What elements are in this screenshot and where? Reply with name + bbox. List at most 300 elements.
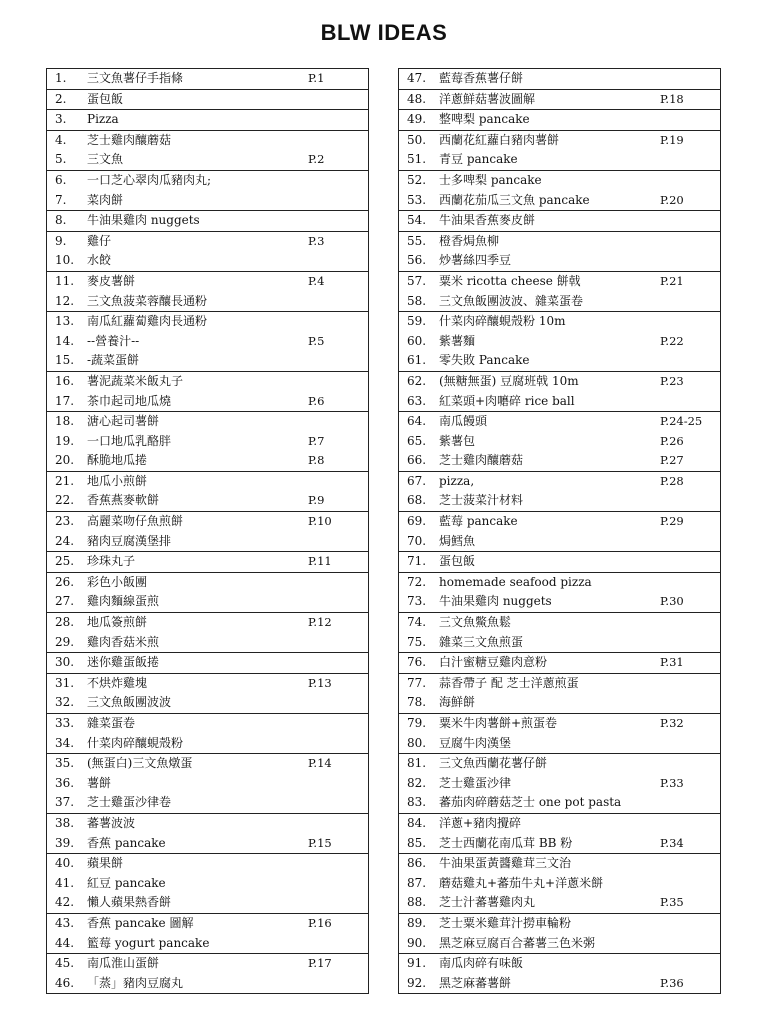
recipe-group — [399, 753, 720, 813]
recipe-row — [47, 613, 368, 633]
recipe-number: 85. — [407, 835, 427, 850]
recipe-row — [47, 412, 368, 432]
recipe-row — [399, 312, 720, 332]
recipe-row — [47, 814, 368, 834]
recipe-row — [399, 412, 720, 432]
recipe-row — [47, 110, 368, 130]
recipe-list-left — [46, 68, 369, 994]
recipe-name: 牛油果香蕉麥皮餅 — [439, 213, 536, 228]
recipe-row — [47, 272, 368, 292]
recipe-name: 蕃薯波波 — [87, 815, 136, 830]
recipe-number: 4. — [55, 132, 67, 147]
recipe-row — [399, 232, 720, 252]
recipe-group — [47, 673, 368, 713]
recipe-row — [399, 491, 720, 511]
recipe-number: 80. — [407, 735, 427, 750]
recipe-page: P.19 — [660, 132, 684, 147]
recipe-group — [399, 231, 720, 271]
recipe-page: P.3 — [308, 233, 325, 248]
recipe-name: 紫薯麵 — [439, 333, 476, 348]
recipe-number: 39. — [55, 835, 75, 850]
recipe-number: 17. — [55, 393, 75, 408]
recipe-number: 71. — [407, 554, 427, 569]
recipe-name: 蘋果餅 — [87, 856, 124, 871]
recipe-page: P.18 — [660, 91, 684, 106]
recipe-row — [399, 914, 720, 934]
recipe-group — [47, 753, 368, 813]
recipe-number: 73. — [407, 594, 427, 609]
recipe-number: 87. — [407, 875, 427, 890]
recipe-number: 12. — [55, 293, 75, 308]
recipe-row — [47, 914, 368, 934]
recipe-row — [399, 392, 720, 412]
recipe-row — [399, 592, 720, 612]
recipe-name: 紅菜頭+肉嚰碎 rice ball — [439, 393, 575, 408]
recipe-group — [399, 210, 720, 231]
recipe-number: 53. — [407, 192, 427, 207]
recipe-number: 82. — [407, 775, 427, 790]
recipe-row — [47, 432, 368, 452]
recipe-number: 42. — [55, 895, 75, 910]
recipe-number: 28. — [55, 615, 75, 630]
recipe-page: P.10 — [308, 514, 332, 529]
recipe-name: 西蘭花紅蘿白豬肉薯餅 — [439, 132, 560, 147]
recipe-name: 整啤梨 pancake — [439, 112, 530, 127]
recipe-name: 三文魚鱉魚鬆 — [439, 615, 512, 630]
recipe-name: 芝士雞蛋沙律 — [439, 775, 512, 790]
recipe-number: 5. — [55, 152, 67, 167]
recipe-number: 27. — [55, 594, 75, 609]
recipe-row — [47, 312, 368, 332]
recipe-number: 58. — [407, 293, 427, 308]
recipe-row — [399, 793, 720, 813]
recipe-page: P.35 — [660, 895, 684, 910]
recipe-group — [47, 471, 368, 511]
recipe-number: 90. — [407, 935, 427, 950]
recipe-name: 洋蔥+豬肉攪碎 — [439, 815, 522, 830]
recipe-name: 一口芝心翠肉瓜豬肉丸; — [87, 172, 212, 187]
recipe-page: P.22 — [660, 333, 684, 348]
recipe-page: P.23 — [660, 373, 684, 388]
recipe-number: 89. — [407, 915, 427, 930]
recipe-row — [399, 69, 720, 89]
recipe-number: 38. — [55, 815, 75, 830]
recipe-list-right — [398, 68, 721, 994]
recipe-number: 37. — [55, 795, 75, 810]
recipe-number: 91. — [407, 956, 427, 971]
recipe-number: 26. — [55, 574, 75, 589]
recipe-row — [47, 592, 368, 612]
recipe-group — [47, 411, 368, 471]
recipe-name: 藍莓香蕉薯仔餅 — [439, 71, 524, 85]
recipe-row — [399, 693, 720, 713]
recipe-number: 57. — [407, 273, 427, 288]
recipe-number: 52. — [407, 172, 427, 187]
recipe-group — [47, 311, 368, 371]
recipe-name: 雜菜三文魚煎蛋 — [439, 634, 524, 649]
recipe-number: 3. — [55, 112, 67, 127]
recipe-name: 不烘炸雞塊 — [87, 675, 148, 690]
recipe-page: P.17 — [308, 956, 332, 971]
recipe-name: 蒜香帶子 配 芝士洋蔥煎蛋 — [439, 675, 579, 690]
recipe-row — [47, 451, 368, 471]
recipe-row — [399, 90, 720, 110]
recipe-group — [47, 551, 368, 572]
recipe-number: 20. — [55, 453, 75, 468]
recipe-number: 36. — [55, 775, 75, 790]
recipe-row — [47, 372, 368, 392]
recipe-name: 蕃茄肉碎蘑菇芝士 one pot pasta — [439, 795, 622, 810]
recipe-number: 59. — [407, 314, 427, 329]
recipe-name: 珍珠丸子 — [87, 554, 136, 569]
recipe-page: P.29 — [660, 514, 684, 529]
recipe-group — [47, 652, 368, 673]
recipe-row — [47, 392, 368, 412]
recipe-number: 60. — [407, 333, 427, 348]
recipe-name: (無糖無蛋) 豆腐班戟 10m — [439, 373, 579, 388]
recipe-row — [47, 69, 368, 89]
recipe-row — [399, 734, 720, 754]
recipe-number: 74. — [407, 615, 427, 630]
recipe-name: 芝士菠菜汁材料 — [439, 493, 524, 508]
recipe-page: P.5 — [308, 333, 325, 348]
recipe-row — [47, 171, 368, 191]
recipe-group — [47, 89, 368, 110]
recipe-group — [47, 231, 368, 271]
recipe-row — [47, 734, 368, 754]
recipe-number: 67. — [407, 473, 427, 488]
recipe-row — [399, 954, 720, 974]
recipe-name: 三文魚 — [87, 152, 124, 167]
recipe-number: 81. — [407, 756, 427, 771]
recipe-number: 1. — [55, 71, 67, 85]
recipe-page: P.15 — [308, 835, 332, 850]
recipe-page: P.26 — [660, 433, 684, 448]
recipe-page: P.12 — [308, 615, 332, 630]
recipe-row — [399, 653, 720, 673]
recipe-number: 61. — [407, 353, 427, 368]
recipe-number: 35. — [55, 756, 75, 771]
recipe-page: P.14 — [308, 756, 332, 771]
recipe-group — [399, 511, 720, 551]
recipe-row — [399, 372, 720, 392]
recipe-group — [47, 69, 368, 89]
recipe-name: 三文魚西蘭花薯仔餅 — [439, 756, 548, 771]
recipe-group — [399, 572, 720, 612]
recipe-name: 紅豆 pancake — [87, 875, 166, 890]
recipe-page: P.7 — [308, 433, 325, 448]
recipe-number: 51. — [407, 152, 427, 167]
recipe-row — [399, 191, 720, 211]
recipe-name: 牛油果雞肉 nuggets — [439, 594, 552, 609]
recipe-row — [399, 674, 720, 694]
recipe-number: 56. — [407, 253, 427, 268]
recipe-number: 86. — [407, 856, 427, 871]
recipe-group — [47, 511, 368, 551]
recipe-name: 橙香焗魚柳 — [439, 233, 500, 248]
recipe-name: 焗鱈魚 — [439, 533, 476, 548]
recipe-number: 66. — [407, 453, 427, 468]
recipe-row — [399, 754, 720, 774]
recipe-name: 三文魚菠菜蓉釀長通粉 — [87, 293, 208, 308]
recipe-row — [399, 814, 720, 834]
recipe-name: 粟米 ricotta cheese 餅戟 — [439, 273, 581, 288]
recipe-group — [399, 109, 720, 130]
recipe-row — [399, 332, 720, 352]
recipe-number: 48. — [407, 91, 427, 106]
recipe-row — [399, 251, 720, 271]
recipe-number: 76. — [407, 655, 427, 670]
recipe-group — [399, 551, 720, 572]
recipe-number: 54. — [407, 213, 427, 228]
recipe-number: 33. — [55, 716, 75, 730]
recipe-row — [399, 131, 720, 151]
recipe-name: pizza, — [439, 473, 475, 488]
recipe-name: 牛油果蛋黃醬雞茸三文治 — [439, 856, 572, 871]
recipe-group — [47, 210, 368, 231]
recipe-page: P.27 — [660, 453, 684, 468]
recipe-name: 香蕉燕麥軟餅 — [87, 493, 160, 508]
recipe-row — [399, 110, 720, 130]
recipe-page: P.32 — [660, 716, 684, 730]
recipe-row — [47, 893, 368, 913]
recipe-row — [47, 211, 368, 231]
recipe-page: P.34 — [660, 835, 684, 850]
recipe-name: 香蕉 pancake 圖解 — [87, 915, 194, 930]
recipe-page: P.4 — [308, 273, 325, 288]
recipe-number: 62. — [407, 373, 427, 388]
recipe-row — [47, 292, 368, 312]
recipe-name: 藍莓 pancake — [439, 514, 518, 529]
recipe-group — [47, 130, 368, 170]
recipe-number: 55. — [407, 233, 427, 248]
recipe-row — [47, 150, 368, 170]
recipe-name: 黑芝麻豆腐百合蕃薯三色米粥 — [439, 935, 596, 950]
recipe-number: 83. — [407, 795, 427, 810]
recipe-row — [399, 292, 720, 312]
recipe-number: 50. — [407, 132, 427, 147]
recipe-name: 黑芝麻蕃薯餅 — [439, 975, 512, 990]
recipe-row — [47, 954, 368, 974]
recipe-name: (無蛋白)三文魚燉蛋 — [87, 756, 193, 771]
recipe-number: 77. — [407, 675, 427, 690]
recipe-group — [47, 371, 368, 411]
recipe-page: P.24-25 — [660, 414, 703, 429]
recipe-number: 18. — [55, 414, 75, 429]
recipe-row — [399, 512, 720, 532]
recipe-row — [47, 633, 368, 653]
recipe-name: 零失敗 Pancake — [439, 353, 530, 368]
recipe-row — [399, 893, 720, 913]
recipe-row — [47, 512, 368, 532]
recipe-name: 豆腐牛肉漢堡 — [439, 735, 512, 750]
recipe-number: 72. — [407, 574, 427, 589]
recipe-row — [47, 552, 368, 572]
recipe-number: 13. — [55, 314, 75, 329]
recipe-name: 地瓜簽煎餅 — [87, 615, 148, 630]
recipe-group — [399, 271, 720, 311]
recipe-group — [399, 713, 720, 753]
recipe-name: 士多啤梨 pancake — [439, 172, 542, 187]
recipe-row — [47, 472, 368, 492]
recipe-row — [399, 974, 720, 994]
recipe-group — [399, 411, 720, 471]
recipe-row — [399, 573, 720, 593]
recipe-name: 水餃 — [87, 253, 112, 268]
recipe-row — [47, 90, 368, 110]
recipe-name: 蘑菇雞丸+蕃茄牛丸+洋蔥米餅 — [439, 875, 604, 890]
recipe-row — [399, 150, 720, 170]
recipe-page: P.2 — [308, 152, 325, 167]
recipe-number: 41. — [55, 875, 75, 890]
recipe-name: 西蘭花茄瓜三文魚 pancake — [439, 192, 590, 207]
recipe-group — [47, 572, 368, 612]
recipe-row — [399, 472, 720, 492]
recipe-page: P.28 — [660, 473, 684, 488]
recipe-group — [47, 853, 368, 913]
recipe-number: 34. — [55, 735, 75, 750]
recipe-group — [47, 170, 368, 210]
recipe-number: 47. — [407, 71, 427, 85]
recipe-row — [47, 714, 368, 734]
recipe-name: 雞仔 — [87, 233, 112, 248]
recipe-row — [399, 874, 720, 894]
recipe-number: 79. — [407, 716, 427, 730]
recipe-name: 籃莓 yogurt pancake — [87, 935, 210, 950]
recipe-row — [47, 491, 368, 511]
recipe-page: P.33 — [660, 775, 684, 790]
recipe-row — [47, 934, 368, 954]
recipe-name: 高麗菜吻仔魚煎餅 — [87, 514, 184, 529]
recipe-name: 酥脆地瓜捲 — [87, 453, 148, 468]
recipe-row — [399, 714, 720, 734]
recipe-group — [399, 89, 720, 110]
recipe-number: 19. — [55, 433, 75, 448]
recipe-number: 63. — [407, 393, 427, 408]
recipe-row — [47, 251, 368, 271]
recipe-row — [47, 131, 368, 151]
recipe-number: 11. — [55, 273, 75, 288]
recipe-number: 23. — [55, 514, 75, 529]
recipe-row — [47, 351, 368, 371]
recipe-name: 芝士雞肉釀蘑菇 — [87, 132, 172, 147]
recipe-number: 10. — [55, 253, 75, 268]
recipe-number: 46. — [55, 975, 75, 990]
recipe-row — [399, 854, 720, 874]
recipe-row — [47, 332, 368, 352]
recipe-name: 芝士雞蛋沙律卷 — [87, 795, 172, 810]
recipe-row — [399, 171, 720, 191]
recipe-group — [399, 953, 720, 993]
recipe-group — [399, 371, 720, 411]
recipe-name: 迷你雞蛋飯捲 — [87, 655, 160, 670]
recipe-name: 三文魚薯仔手指條 — [87, 71, 184, 85]
recipe-number: 70. — [407, 533, 427, 548]
recipe-page: P.11 — [308, 554, 332, 569]
recipe-number: 68. — [407, 493, 427, 508]
recipe-row — [47, 834, 368, 854]
recipe-name: 什菜肉碎釀蜆殼粉 10m — [439, 314, 566, 329]
recipe-name: homemade seafood pizza — [439, 574, 592, 589]
page-title: BLW IDEAS — [320, 20, 448, 45]
recipe-name: 雜菜蛋卷 — [87, 716, 136, 730]
recipe-row — [399, 532, 720, 552]
recipe-number: 44. — [55, 935, 75, 950]
recipe-number: 32. — [55, 695, 75, 710]
recipe-name: 南瓜淮山蛋餅 — [87, 956, 160, 971]
recipe-group — [399, 673, 720, 713]
recipe-page: P.16 — [308, 915, 332, 930]
recipe-name: 南瓜饅頭 — [439, 414, 488, 429]
recipe-group — [399, 69, 720, 89]
recipe-page: P.30 — [660, 594, 684, 609]
recipe-group — [47, 109, 368, 130]
recipe-row — [47, 754, 368, 774]
recipe-row — [47, 793, 368, 813]
recipe-number: 2. — [55, 91, 67, 106]
recipe-number: 49. — [407, 112, 427, 127]
recipe-name: --營養汁-- — [87, 333, 140, 348]
recipe-name: 雞肉麵線蛋煎 — [87, 594, 160, 609]
recipe-name: 茶巾起司地瓜燒 — [87, 393, 172, 408]
recipe-number: 8. — [55, 213, 67, 228]
recipe-name: 青豆 pancake — [439, 152, 518, 167]
recipe-number: 15. — [55, 353, 75, 368]
recipe-row — [399, 552, 720, 572]
recipe-name: 紫薯包 — [439, 433, 476, 448]
recipe-number: 29. — [55, 634, 75, 649]
recipe-name: 豬肉豆腐漢堡排 — [87, 533, 172, 548]
recipe-number: 25. — [55, 554, 75, 569]
recipe-row — [47, 191, 368, 211]
recipe-page: P.1 — [308, 71, 325, 85]
recipe-name: 蛋包飯 — [87, 91, 124, 106]
recipe-name: 芝士西蘭花南瓜茸 BB 粉 — [439, 835, 573, 850]
recipe-row — [399, 934, 720, 954]
recipe-group — [47, 953, 368, 993]
recipe-name: 什菜肉碎釀蜆殼粉 — [87, 735, 184, 750]
recipe-number: 16. — [55, 373, 75, 388]
recipe-name: 洋蔥鮮菇薯波圖解 — [439, 91, 536, 106]
recipe-name: 麥皮薯餅 — [87, 273, 136, 288]
recipe-group — [47, 271, 368, 311]
recipe-name: 地瓜小煎餅 — [87, 473, 148, 488]
recipe-row — [47, 854, 368, 874]
recipe-number: 40. — [55, 856, 75, 871]
recipe-group — [47, 913, 368, 953]
recipe-row — [399, 834, 720, 854]
recipe-name: 香蕉 pancake — [87, 835, 166, 850]
recipe-page: P.36 — [660, 975, 684, 990]
recipe-row — [399, 432, 720, 452]
recipe-name: 薯泥蔬菜米飯丸子 — [87, 373, 184, 388]
recipe-number: 69. — [407, 514, 427, 529]
recipe-name: 彩色小飯團 — [87, 574, 148, 589]
recipe-number: 64. — [407, 414, 427, 429]
recipe-number: 14. — [55, 333, 75, 348]
recipe-name: 芝士雞肉釀蘑菇 — [439, 453, 524, 468]
recipe-name: 牛油果雞肉 nuggets — [87, 213, 200, 228]
recipe-number: 92. — [407, 975, 427, 990]
recipe-group — [399, 130, 720, 170]
recipe-row — [399, 774, 720, 794]
recipe-row — [47, 653, 368, 673]
recipe-number: 21. — [55, 473, 75, 488]
recipe-number: 24. — [55, 533, 75, 548]
recipe-name: 三文魚飯團波波 — [87, 695, 172, 710]
recipe-group — [399, 652, 720, 673]
recipe-name: 三文魚飯團波波、雜菜蛋卷 — [439, 293, 584, 308]
